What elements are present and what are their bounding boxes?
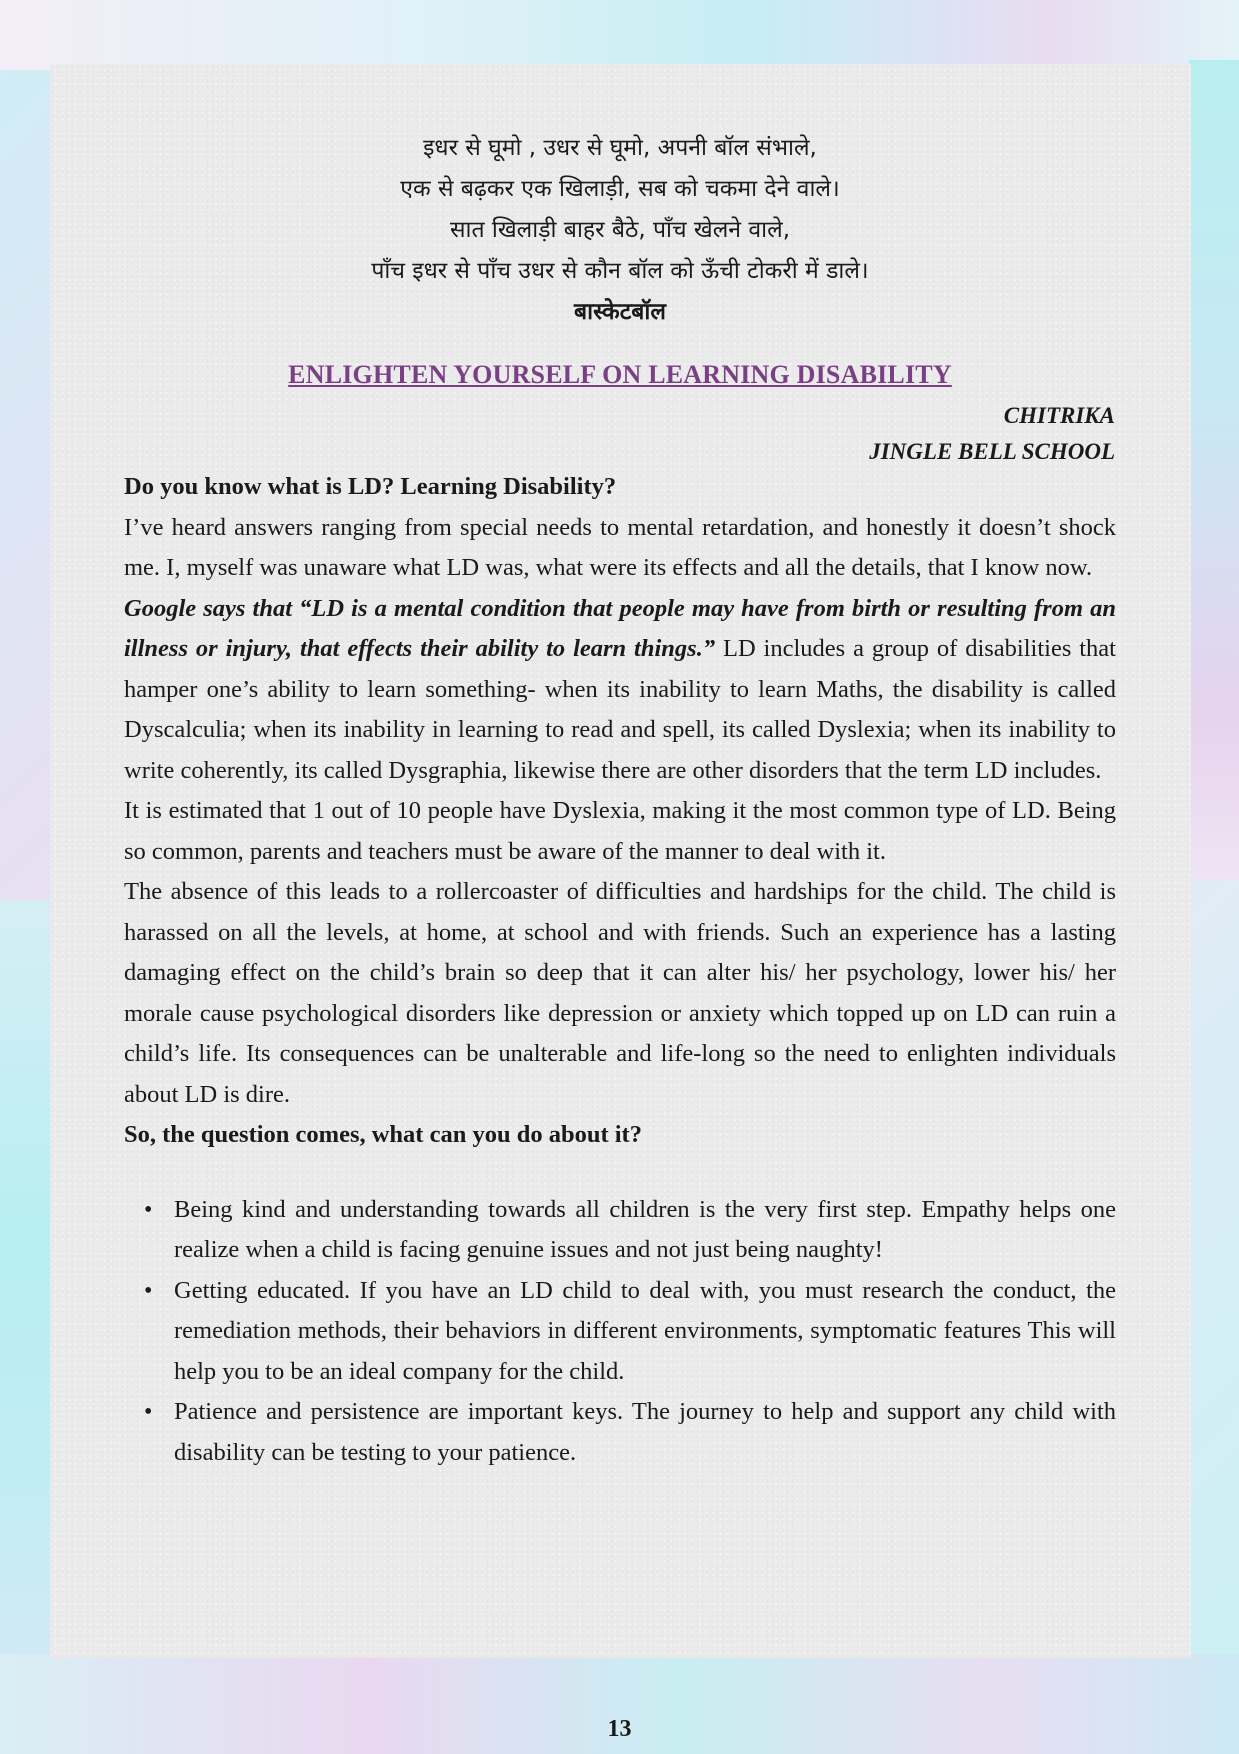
decorative-wash-top (0, 0, 1239, 70)
article-body (124, 467, 1116, 1473)
spacer (124, 1156, 1116, 1190)
paragraph: I’ve heard answers ranging from special needs to mental retardation, and honestly it doesn’t shock me. I, myself was unaware what LD was, what were its effects and all the details, that I know now. (124, 513, 1116, 581)
paragraph-with-quote (124, 589, 1116, 792)
list-item (124, 1392, 1116, 1473)
author-block (869, 398, 1115, 470)
article-title: ENLIGHTEN YOURSELF ON LEARNING DISABILITY (288, 360, 952, 389)
decorative-wash-left (0, 900, 52, 1754)
paragraph: It is estimated that 1 out of 10 people have Dyslexia, making it the most common type of LD. Being so common, parents and teachers must be aware of the manner to deal with it. (124, 797, 1116, 865)
list-item-text: Getting educated. If you have an LD child to deal with, you must research the conduct, the remediation methods, their behaviors in different environments, symptomatic features This will help you to be an ideal company for the child. (174, 1276, 1116, 1385)
paragraph: The absence of this leads to a rollercoaster of difficulties and hardships for the child. The child is harassed on all the levels, at home, at school and with friends. Such an experience has a lasting damaging effect on the child’s brain so deep that it can alter his/ her psychology, lower his/ her morale cause psychological disorders like depression or anxiety which topped up on LD can ruin a child’s life. Its consequences can be unalterable and life-long so the need to enlighten individuals about LD is dire. (124, 878, 1116, 1108)
list-item (124, 1190, 1116, 1271)
bullet-icon: • (144, 1196, 153, 1223)
section-heading: Do you know what is LD? Learning Disability? (124, 473, 617, 500)
poem-line: पाँच इधर से पाँच उधर से कौन बॉल को ऊँची टोकरी में डाले। (371, 258, 869, 284)
bullet-icon: • (144, 1399, 153, 1425)
bullet-icon: • (144, 1277, 153, 1304)
poem-line: एक से बढ़कर एक खिलाड़ी, सब को चकमा देने वाले। (400, 176, 840, 202)
decorative-wash-right (1189, 60, 1239, 880)
list-item-text: Patience and persistence are important keys. The journey to help and support any child with disability can be testing to your patience. (174, 1398, 1116, 1466)
poem-line: इधर से घूमो , उधर से घूमो, अपनी बॉल संभाले, (423, 135, 817, 161)
hindi-riddle-poem (124, 128, 1116, 333)
poem-answer: बास्केटबॉल (574, 299, 666, 325)
author-name: CHITRIKA (1003, 403, 1115, 428)
poem-line: सात खिलाड़ी बाहर बैठे, पाँच खेलने वाले, (449, 217, 791, 243)
google-quote: Google says that “LD is a mental condition that people may have from birth or resulting from an illness or injury, that effects their ability to learn things.” (124, 594, 1116, 662)
list-item (124, 1271, 1116, 1393)
author-school: JINGLE BELL SCHOOL (869, 439, 1115, 464)
paragraph-text: LD includes a group of disabilities that hamper one’s ability to learn something- when its inability to learn Maths, the disability is called Dyscalculia; when its inability in learning to read and spell, its called Dyslexia; when its inability to write coherently, its called Dysgraphia, likewise there are other disorders that the term LD includes. (124, 635, 1116, 784)
list-item-text: Being kind and understanding towards all children is the very first step. Empathy helps one realize when a child is facing genuine issues and not just being naughty! (174, 1195, 1116, 1263)
page-number: 13 (607, 1716, 632, 1742)
section-heading: So, the question comes, what can you do about it? (124, 1121, 642, 1148)
tips-list (124, 1190, 1116, 1474)
